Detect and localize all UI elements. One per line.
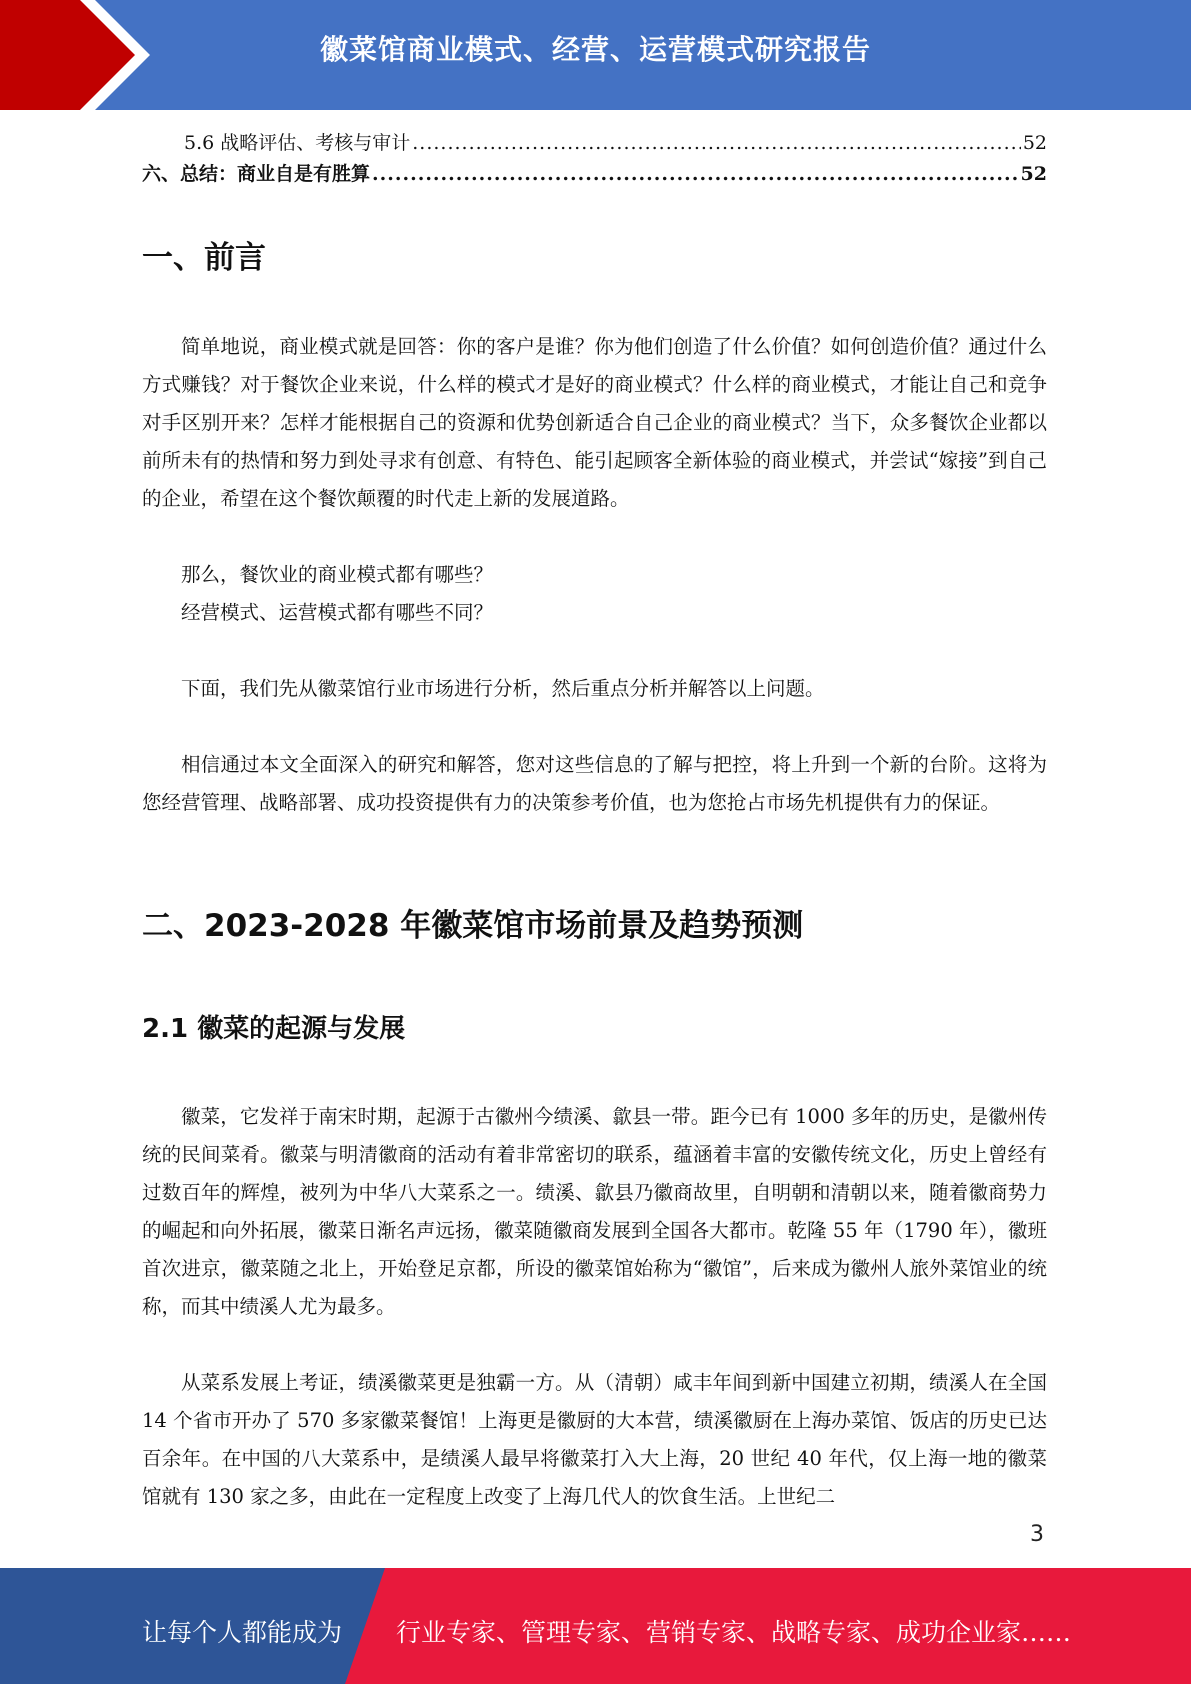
toc-entry[interactable]: [142, 159, 1047, 190]
toc-leader-dots: [372, 159, 1019, 190]
section-heading-forecast: 二、2023-2028 年徽菜馆市场前景及趋势预测: [142, 908, 804, 944]
toc-leader-dots: [412, 128, 1021, 159]
paragraph: 简单地说，商业模式就是回答：你的客户是谁？你为他们创造了什么价值？如何创造价值？通过什么方式赚钱？对于餐饮企业来说，什么样的模式才是好的商业模式？什么样的商业模式，才能让自己和竞争对手区别开来？怎样才能根据自己的资源和优势创新适合自己企业的商业模式？当下，众多餐饮企业都以前所未有的热情和努力到处寻求有创意、有特色、能引起顾客全新体验的商业模式，并尝试“嫁接”到自己的企业，希望在这个餐饮颠覆的时代走上新的发展道路。: [142, 335, 1047, 510]
paragraph: 徽菜，它发祥于南宋时期，起源于古徽州今绩溪、歙县一带。距今已有 1000 多年的历史，是徽州传统的民间菜肴。徽菜与明清徽商的活动有着非常密切的联系，蕴涵着丰富的安徽传统文化，历史上曾经有过数百年的辉煌，被列为中华八大菜系之一。绩溪、歙县乃徽商故里，自明朝和清朝以来，随着徽商势力的崛起和向外拓展，徽菜日渐名声远扬，徽菜随徽商发展到全国各大都市。乾隆 55 年（1790 年），徽班首次进京，徽菜随之北上，开始登足京都，所设的徽菜馆始称为“徽馆”，后来成为徽州人旅外菜馆业的统称，而其中绩溪人尤为最多。: [142, 1105, 1047, 1318]
toc-entry-page: 52: [1020, 163, 1047, 185]
toc-entry-label: 六、总结：商业自是有胜算: [142, 163, 371, 185]
toc-entry-label: 5.6 战略评估、考核与审计: [184, 132, 411, 154]
paragraph: 经营模式、运营模式都有哪些不同？: [181, 601, 494, 624]
paragraph: 相信通过本文全面深入的研究和解答，您对这些信息的了解与把控，将上升到一个新的台阶。这将为您经营管理、战略部署、成功投资提供有力的决策参考价值，也为您抢占市场先机提供有力的保证。: [142, 753, 1047, 814]
toc-entry[interactable]: [142, 128, 1047, 159]
paragraph: 从菜系发展上考证，绩溪徽菜更是独霸一方。从（清朝）咸丰年间到新中国建立初期，绩溪人在全国 14 个省市开办了 570 多家徽菜餐馆！上海更是徽厨的大本营，绩溪徽厨在上海办菜馆、饭店的历史已达百余年。在中国的八大菜系中，是绩溪人最早将徽菜打入大上海，20 世纪 40 年代，仅上海一地的徽菜馆就有 130 家之多，由此在一定程度上改变了上海几代人的饮食生活。上世纪二: [142, 1371, 1047, 1508]
subsection-heading-origin: 2.1 徽菜的起源与发展: [142, 1014, 406, 1044]
section-heading-preface: 一、前言: [142, 240, 266, 276]
page-footer: [0, 1568, 1191, 1684]
header-title: 徽菜馆商业模式、经营、运营模式研究报告: [320, 33, 872, 66]
toc-entry-page: 52: [1022, 132, 1047, 154]
page-content: [142, 128, 1047, 1508]
paragraph: 下面，我们先从徽菜馆行业市场进行分析，然后重点分析并解答以上问题。: [181, 677, 825, 700]
footer-slogan-right: 行业专家、管理专家、营销专家、战略专家、成功企业家……: [396, 1618, 1072, 1647]
footer-slogan-left: 让每个人都能成为: [142, 1618, 343, 1647]
page-number: 3: [1030, 1522, 1044, 1547]
page-header: [0, 0, 1191, 110]
header-arrow-decoration: [0, 0, 160, 110]
paragraph: 那么，餐饮业的商业模式都有哪些？: [181, 563, 494, 586]
